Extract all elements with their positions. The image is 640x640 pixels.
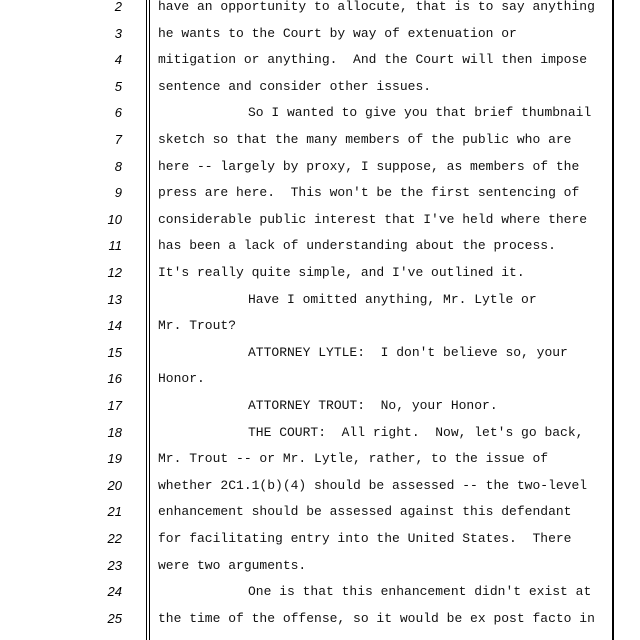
line-text: THE COURT: All right. Now, let's go back,: [248, 424, 584, 440]
line-number: 14: [107, 318, 122, 334]
line-text: sentence and consider other issues.: [158, 78, 432, 94]
transcript-line: [0, 505, 640, 532]
transcript-line: [0, 426, 640, 453]
transcript-line: [0, 186, 640, 213]
transcript-line: [0, 80, 640, 107]
line-text: mitigation or anything. And the Court will then impose: [158, 52, 588, 68]
line-number: 20: [107, 477, 122, 493]
transcript-line: [0, 372, 640, 399]
line-text: he wants to the Court by way of extenuation or: [158, 25, 517, 41]
line-text: press are here. This won't be the first sentencing of: [158, 185, 580, 201]
line-number: 22: [107, 531, 122, 546]
line-text: Have I omitted anything, Mr. Lytle or: [248, 291, 537, 307]
line-text: for facilitating entry into the United States. There: [158, 531, 572, 546]
line-text: So I wanted to give you that brief thumbnail: [248, 105, 592, 121]
transcript-line: [0, 106, 640, 133]
transcript-line: [0, 160, 640, 187]
line-number: 10: [107, 211, 122, 227]
transcript-line: [0, 0, 640, 27]
line-text: Mr. Trout?: [158, 318, 237, 334]
line-number: 23: [107, 557, 122, 573]
line-number: 13: [107, 291, 122, 307]
transcript-line: [0, 532, 640, 559]
transcript-line: [0, 346, 640, 373]
line-text: the time of the offense, so it would be ex post facto in: [158, 610, 595, 626]
transcript-line: [0, 133, 640, 160]
transcript-line: [0, 319, 640, 346]
line-text: have an opportunity to allocute, that is to say anything: [158, 0, 595, 14]
line-text: whether 2C1.1(b)(4) should be assessed -- the two-level: [158, 477, 588, 493]
transcript-line: [0, 559, 640, 586]
transcript-line: [0, 27, 640, 54]
line-text: enhancement should be assessed against this defendant: [158, 504, 572, 520]
line-number: 2: [114, 0, 122, 14]
line-number: 19: [107, 451, 122, 467]
line-number: 6: [114, 105, 122, 121]
line-number: 24: [107, 584, 122, 600]
line-text: were two arguments.: [158, 557, 307, 573]
line-number: 15: [107, 344, 122, 360]
transcript-line: [0, 266, 640, 293]
line-number: 9: [114, 185, 122, 201]
line-text: here -- largely by proxy, I suppose, as members of the: [158, 158, 580, 174]
transcript-line: [0, 213, 640, 240]
line-text: has been a lack of understanding about the process.: [158, 238, 556, 254]
transcript-line: [0, 585, 640, 612]
transcript-line: [0, 452, 640, 479]
line-text: Mr. Trout -- or Mr. Lytle, rather, to the issue of: [158, 451, 549, 467]
line-number: 8: [114, 158, 122, 174]
transcript-line: [0, 479, 640, 506]
transcript-line: [0, 612, 640, 639]
line-text: One is that this enhancement didn't exist at: [248, 584, 592, 600]
line-text: ATTORNEY LYTLE: I don't believe so, your: [248, 344, 568, 360]
line-number: 7: [114, 132, 122, 147]
line-text: ATTORNEY TROUT: No, your Honor.: [248, 398, 498, 413]
transcript-line: [0, 53, 640, 80]
line-number: 12: [107, 265, 122, 280]
line-text: It's really quite simple, and I've outlined it.: [158, 265, 525, 280]
line-number: 17: [107, 398, 122, 413]
line-number: 3: [114, 25, 122, 41]
line-text: sketch so that the many members of the public who are: [158, 132, 572, 147]
line-number: 21: [107, 504, 122, 520]
transcript-line: [0, 399, 640, 426]
line-number: 4: [114, 52, 122, 68]
line-number: 18: [107, 424, 122, 440]
transcript-line: [0, 239, 640, 266]
line-number: 11: [108, 238, 122, 254]
line-text: considerable public interest that I've held where there: [158, 211, 588, 227]
line-text: Honor.: [158, 371, 205, 387]
line-number: 16: [107, 371, 122, 387]
line-number: 5: [114, 78, 122, 94]
line-number: 25: [107, 610, 122, 626]
transcript-line: [0, 293, 640, 320]
